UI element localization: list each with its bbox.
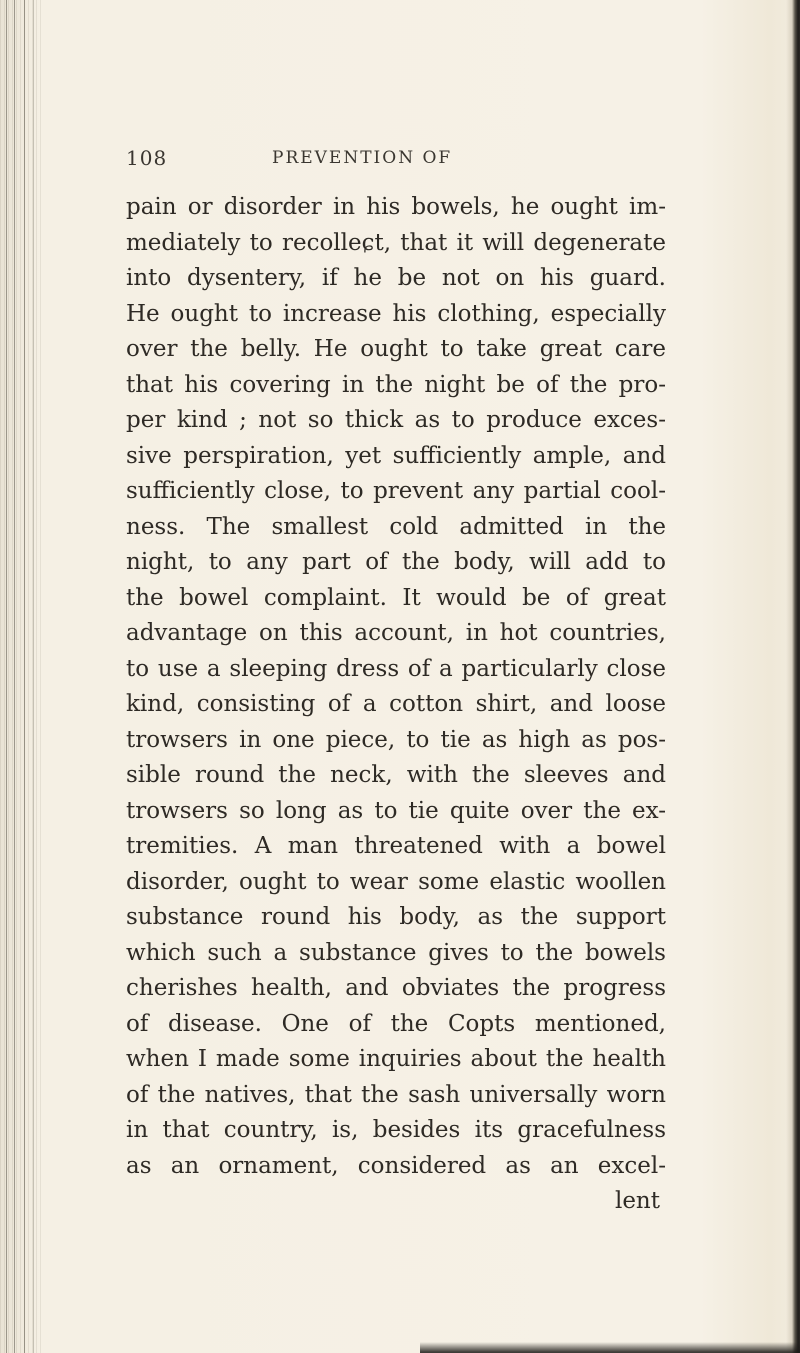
text-line: pain or disorder in his bowels, he ought im- (126, 194, 666, 220)
text-line: as an ornament, considered as an excel- (126, 1152, 666, 1179)
text-line: of disease. One of the Copts mentioned, (126, 1010, 666, 1037)
running-head: PREVENTION OF (272, 148, 453, 168)
text-line: to use a sleeping dress of a particularly close (126, 655, 666, 682)
text-line: trowsers so long as to tie quite over the ex- (126, 797, 666, 824)
gutter-edge-line (14, 0, 15, 1353)
text-line: He ought to increase his clothing, especially (126, 300, 666, 327)
text-line: kind, consisting of a cotton shirt, and loose (126, 691, 666, 717)
text-line: sible round the neck, with the sleeves and (126, 762, 666, 788)
text-line: the bowel complaint. It would be of great (126, 584, 666, 611)
text-line: in that country, is, besides its gracefulness (126, 1117, 666, 1143)
text-line: sive perspiration, yet sufficiently ample, and (126, 442, 666, 469)
text-line: when I made some inquiries about the health (126, 1046, 666, 1072)
page-bottom-shadow (420, 1342, 800, 1353)
text-line: advantage on this account, in hot countries, (126, 620, 666, 646)
text-line: of the natives, that the sash universally worn (126, 1081, 666, 1108)
page-edge-shadow (786, 0, 800, 1353)
text-line: trowsers in one piece, to tie as high as pos- (126, 726, 666, 753)
gutter-edge-line (33, 0, 34, 1353)
text-line: that his covering in the night be of the pro- (126, 371, 666, 398)
text-line: cherishes health, and obviates the progress (126, 975, 666, 1001)
page-number: 108 (126, 146, 168, 170)
body-text (126, 190, 666, 1220)
catchword: lent (614, 1188, 660, 1214)
page-header (126, 146, 686, 176)
text-line: night, to any part of the body, will add to (126, 549, 666, 575)
text-line: over the belly. He ought to take great care (126, 336, 666, 362)
bound-gutter (0, 0, 42, 1353)
gutter-edge-line (24, 0, 25, 1353)
gutter-edge-line (6, 0, 7, 1353)
text-line: disorder, ought to wear some elastic woollen (126, 868, 666, 895)
text-line: ness. The smallest cold admitted in the (126, 513, 666, 540)
text-line: mediately to recolleɕt, that it will degenerate (126, 229, 666, 256)
text-line: sufficiently close, to prevent any partial cool- (126, 478, 666, 504)
text-line: tremities. A man threatened with a bowel (126, 833, 666, 859)
text-line: substance round his body, as the support (126, 904, 666, 930)
text-line: which such a substance gives to the bowels (126, 939, 666, 966)
text-line: per kind ; not so thick as to produce exces- (126, 407, 666, 433)
text-line: into dysentery, if he be not on his guard. (126, 265, 666, 291)
